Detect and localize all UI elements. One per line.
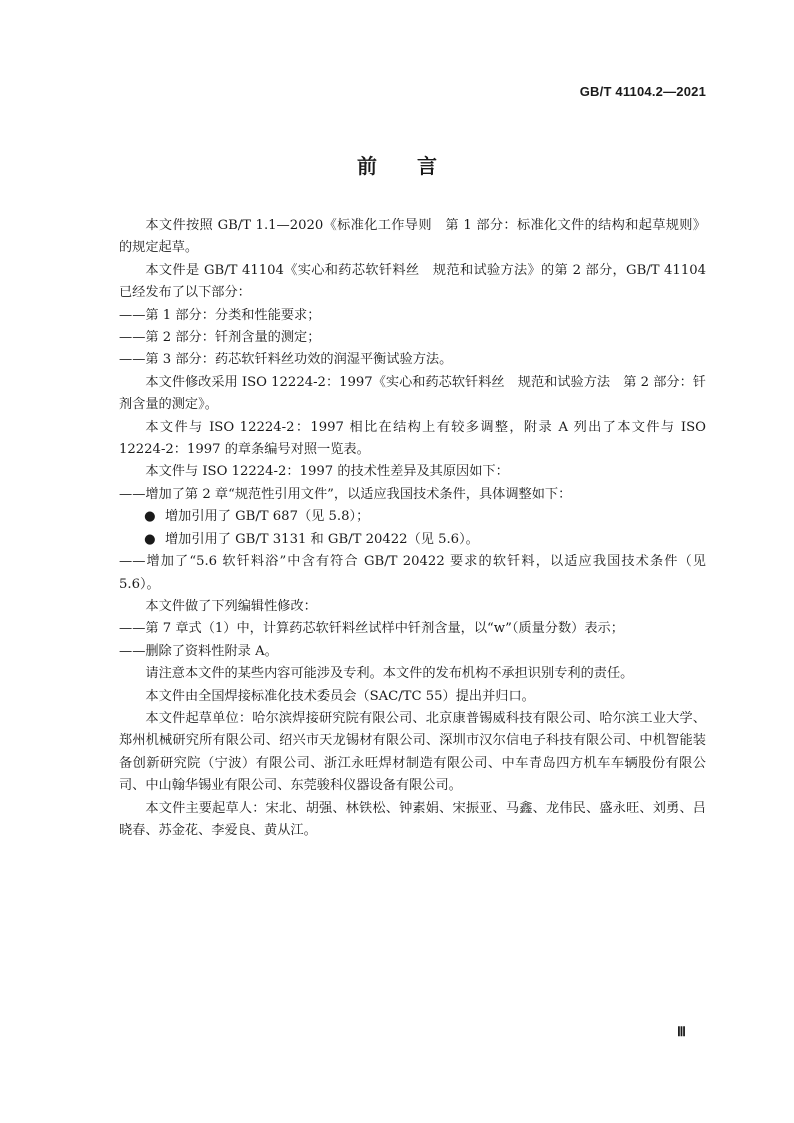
- bullet-item-1: [119, 506, 706, 528]
- list-item-part-1: ——第 1 部分：分类和性能要求；: [119, 307, 321, 323]
- paragraph-patent: 请注意本文件的某些内容可能涉及专利。本文件的发布机构不承担识别专利的责任。: [145, 666, 634, 682]
- page-title: [0, 150, 794, 179]
- paragraph-structure: 本文件与 ISO 12224-2：1997 相比在结构上有较多调整，附录 A 列出了本文件与 ISO 12224-2：1997 的章条编号对照一览表。: [119, 419, 706, 458]
- list-item-annex: ——删除了资料性附录 A。: [119, 643, 278, 659]
- paragraph-committee: 本文件由全国焊接标准化技术委员会（SAC/TC 55）提出并归口。: [145, 688, 535, 704]
- paragraph-drafting-units: 本文件起草单位：哈尔滨焊接研究院有限公司、北京康普锡威科技有限公司、哈尔滨工业大学、郑州机械研究所有限公司、绍兴市天龙锡材有限公司、深圳市汉尔信电子科技有限公司、中机智能装备创新研究院（宁波）有限公司、浙江永旺焊材制造有限公司、中车青岛四方机车车辆股份有限公司、中山翰华锡业有限公司、东莞骏科仪器设备有限公司。: [119, 710, 706, 794]
- paragraph-drafters: 本文件主要起草人：宋北、胡强、林铁松、钟素娟、宋振亚、马鑫、龙伟民、盛永旺、刘勇、吕晓春、苏金花、李爱良、黄从江。: [119, 800, 706, 838]
- list-item-solder-bath: ——增加了“5.6 软钎料浴”中含有符合 GB/T 20422 要求的软钎料，以适应我国技术条件（见 5.6）。: [119, 554, 706, 592]
- list-item-part-2: ——第 2 部分：钎剂含量的测定；: [119, 330, 321, 346]
- list-item-part-3: ——第 3 部分：药芯软钎料丝功效的润湿平衡试验方法。: [119, 352, 453, 368]
- paragraph-drafting-rules: 本文件按照 GB/T 1.1—2020《标准化工作导则 第 1 部分：标准化文件的结构和起草规则》的规定起草。: [119, 218, 706, 256]
- bullet-icon: ●: [144, 531, 156, 547]
- bullet-text-2: 增加引用了 GB/T 3131 和 GB/T 20422（见 5.6）。: [165, 531, 479, 547]
- title-char-1: 前: [357, 154, 377, 178]
- bullet-icon: ●: [144, 509, 156, 525]
- page-number: Ⅲ: [677, 1024, 686, 1039]
- paragraph-adoption: 本文件修改采用 ISO 12224-2：1997《实心和药芯软钎料丝 规范和试验方法 第 2 部分：钎剂含量的测定》。: [119, 374, 706, 413]
- paragraph-tech-diff: 本文件与 ISO 12224-2：1997 的技术性差异及其原因如下：: [145, 464, 509, 480]
- foreword-body: [119, 215, 706, 842]
- title-char-2: 言: [417, 154, 437, 178]
- list-item-formula: ——第 7 章式（1）中，计算药芯软钎料丝试样中钎剂含量，以“w”（质量分数）表示；: [119, 621, 624, 637]
- standard-code: GB/T 41104.2—2021: [579, 84, 706, 99]
- bullet-item-2: [119, 529, 706, 551]
- paragraph-editorial: 本文件做了下列编辑性修改：: [145, 598, 317, 614]
- list-item-chapter-2: ——增加了第 2 章“规范性引用文件”，以适应我国技术条件，具体调整如下：: [119, 486, 572, 502]
- bullet-text-1: 增加引用了 GB/T 687（见 5.8）；: [165, 509, 370, 525]
- paragraph-series: 本文件是 GB/T 41104《实心和药芯软钎料丝 规范和试验方法》的第 2 部分，GB/T 41104 已经发布了以下部分：: [119, 262, 706, 301]
